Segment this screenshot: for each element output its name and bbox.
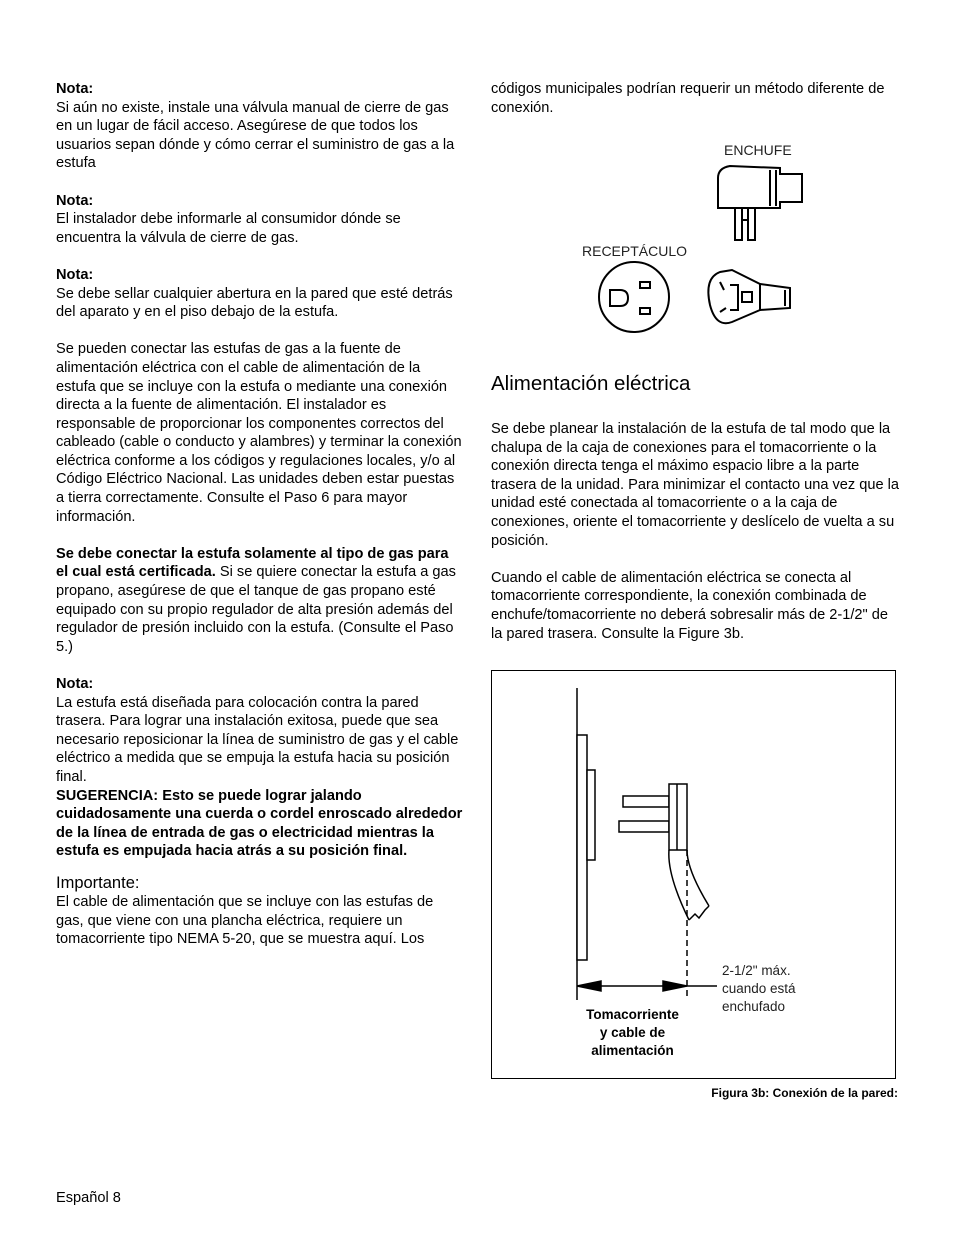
gas-type-paragraph [56,545,464,657]
outlet-cord-label-line: alimentación [591,1043,674,1058]
plug-end-icon [708,270,790,323]
left-column [56,80,464,949]
suggestion-text: SUGERENCIA: Esto se puede lograr jalando cuidadosamente una cuerda o cordel enroscado alrededor de la línea de entrada de gas o electricidad mientras la estufa es empujada hacia atrás a su posición final. [56,787,463,860]
note-text: Si aún no existe, instale una válvula manual de cierre de gas en un lugar de fácil acceso. Asegúrese de que todos los usuarios sepan dónde y cómo cerrar el suministro de gas a la estufa [56,99,455,172]
max-label-line: enchufado [722,999,786,1014]
right-column-top [491,80,901,117]
max-label-line: 2-1/2" máx. [722,963,791,978]
section-paragraph: Se debe planear la instalación de la estufa de tal modo que la chalupa de la caja de conexiones para el tomacorriente o la conexión directa tenga el máximo espacio libre a la parte trasera de la unidad. Para minimizar el contacto una vez que la unidad esté conectada al tomacorriente o a la caja de conexiones, oriente el tomacorriente y deslícelo de vuelta a su posición. [491,421,900,549]
note-label: Nota: [56,676,94,692]
max-distance-label [722,962,796,1016]
right-column-section [491,372,901,643]
max-label-line: cuando está [722,981,796,996]
note-label: Nota: [56,266,94,283]
gas-type-bold: Se debe conectar la estufa solamente al tipo de gas para el cual está certificada. [56,545,449,581]
continued-text: códigos municipales podrían requerir un método diferente de conexión. [491,81,885,116]
plug-prong [623,796,669,807]
note-label: Nota: [56,81,94,97]
outlet-face [587,770,595,860]
plug-icon [718,166,802,240]
gas-type-rest: Si se quiere conectar la estufa a gas propano, asegúrese de que el tanque de gas propano esté equipado con su propio regulador de alta presión además del regulador de presión incluido con la estufa. (Consulte el Paso 5.) [56,564,456,655]
plug-prong [619,821,669,832]
power-cord [669,850,689,920]
outlet-box [577,735,587,960]
important-heading: Importante: [56,873,140,892]
outlet-cord-label [570,1006,695,1060]
note-label: Nota: [56,192,94,209]
receptacle-icon [599,262,669,332]
note-text: El instalador debe informarle al consumidor dónde se encuentra la válvula de cierre de gas. [56,211,401,246]
note-text: Se debe sellar cualquier abertura en la pared que esté detrás del aparato y en el piso debajo de la estufa. [56,285,453,321]
connection-paragraph: Se pueden conectar las estufas de gas a la fuente de alimentación eléctrica con el cable de alimentación de la estufa que se incluye con la estufa o mediante una conexión directa a la fuente de alimentación. El instalador es responsable de proporcionar los componentes correctos del cableado (cable o conducto y alambres) y terminar la conexión eléctrica conforme a los códigos y regulaciones locales, y/o al Código Eléctrico Nacional. Las unidades deben estar puestas a tierra correctamente. Consulte el Paso 6 para mayor información. [56,341,462,525]
figure-caption: Figura 3b: Conexión de la pared: [711,1086,898,1100]
note-text: La estufa está diseñada para colocación contra la pared trasera. Para lograr una instalación exitosa, puede que sea necesario reposicionar la línea de suministro de gas y el cable eléctrico a medida que se empuja la estufa hacia su posición final. [56,694,459,785]
outlet-cord-label-line: y cable de [599,1025,666,1040]
section-title: Alimentación eléctrica [491,372,691,395]
plug-body [669,784,687,850]
plug-label: ENCHUFE [724,142,792,158]
section-paragraph: Cuando el cable de alimentación eléctrica se conecta al tomacorriente correspondiente, la conexión combinada de enchufe/tomacorriente no deberá sobresalir más de 2-1/2" de la pared trasera. Consulte la Figure 3b. [491,569,889,642]
important-text: El cable de alimentación que se incluye con las estufas de gas, que viene con una plancha eléctrica, requiere un tomacorriente tipo NEMA 5-20, que se muestra aquí. Los [56,893,434,948]
plug-receptacle-illustration [580,160,820,340]
page-footer: Español 8 [56,1190,121,1206]
receptacle-label: RECEPTÁCULO [582,243,688,259]
outlet-cord-label-line: Tomacorriente [586,1007,679,1022]
